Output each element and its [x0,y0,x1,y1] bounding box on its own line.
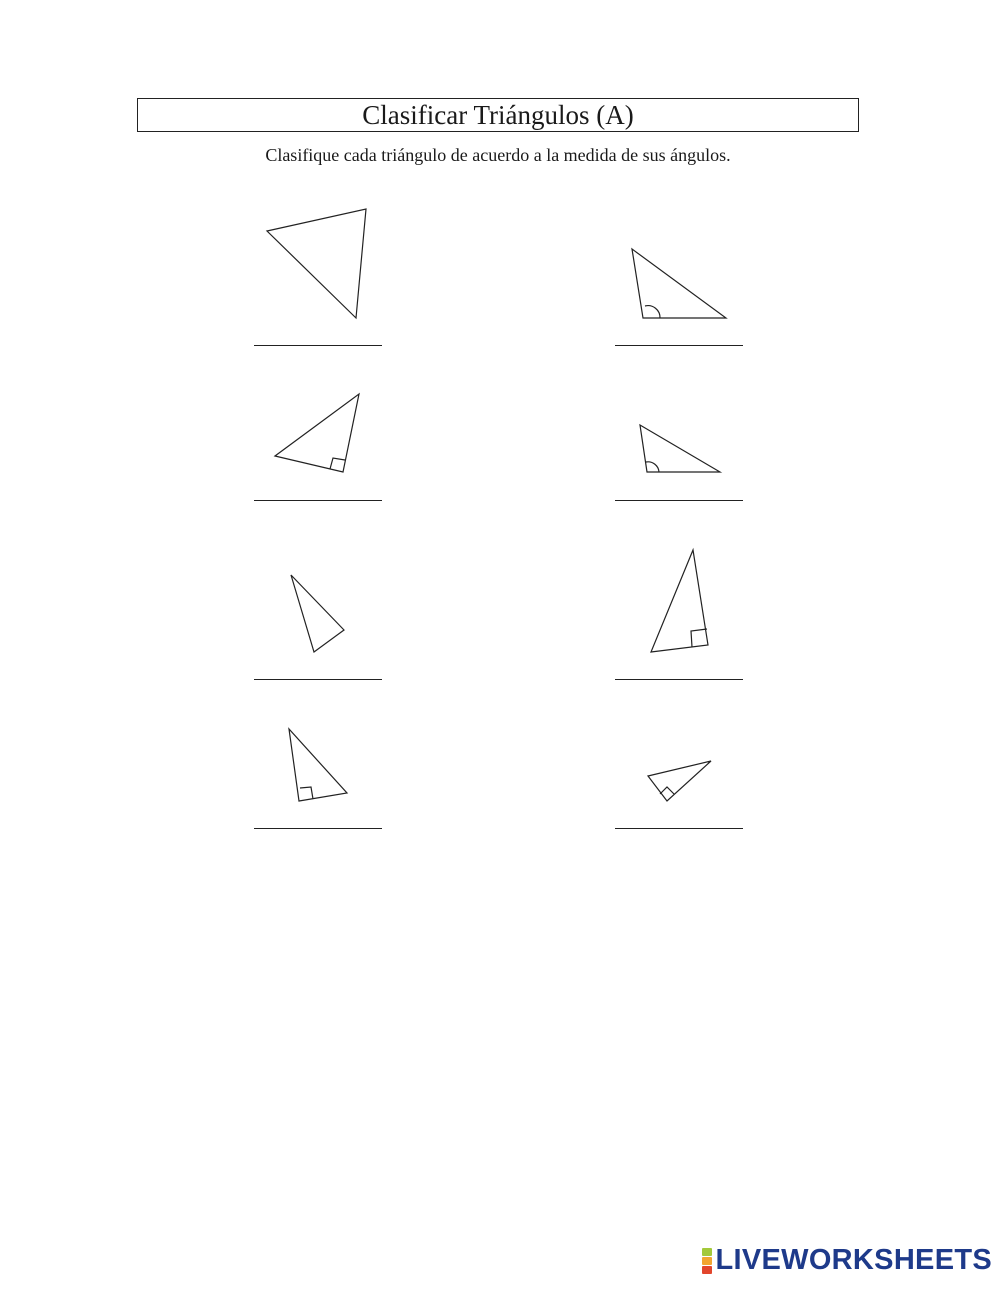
right-angle-mark-7 [300,787,313,799]
right-angle-mark-6 [691,629,707,647]
brand-name: LIVEWORKSHEETS [715,1244,992,1276]
triangle-4 [640,425,720,472]
triangle-7 [289,729,347,801]
triangle-1 [267,209,366,318]
angle-arc-2 [645,306,660,318]
angle-arc-4 [646,462,659,472]
answer-line-7[interactable] [254,828,382,829]
liveworksheets-logo-icon [702,1248,712,1274]
logo-block-orange [702,1257,712,1265]
answer-line-1[interactable] [254,345,382,346]
answer-line-6[interactable] [615,679,743,680]
worksheet-title: Clasificar Triángulos (A) [137,98,859,132]
answer-line-2[interactable] [615,345,743,346]
answer-line-4[interactable] [615,500,743,501]
triangle-8 [648,761,711,801]
logo-block-green [702,1248,712,1256]
answer-line-3[interactable] [254,500,382,501]
triangle-6 [651,550,708,652]
right-angle-mark-8 [660,787,674,794]
logo-block-red [702,1266,712,1274]
answer-line-5[interactable] [254,679,382,680]
liveworksheets-brand [702,1244,993,1277]
answer-line-8[interactable] [615,828,743,829]
triangle-3 [275,394,359,472]
right-angle-mark-3 [330,458,345,469]
instructions: Clasifique cada triángulo de acuerdo a la medida de sus ángulos. [265,145,731,165]
triangle-2 [632,249,726,318]
triangle-5 [291,575,344,652]
